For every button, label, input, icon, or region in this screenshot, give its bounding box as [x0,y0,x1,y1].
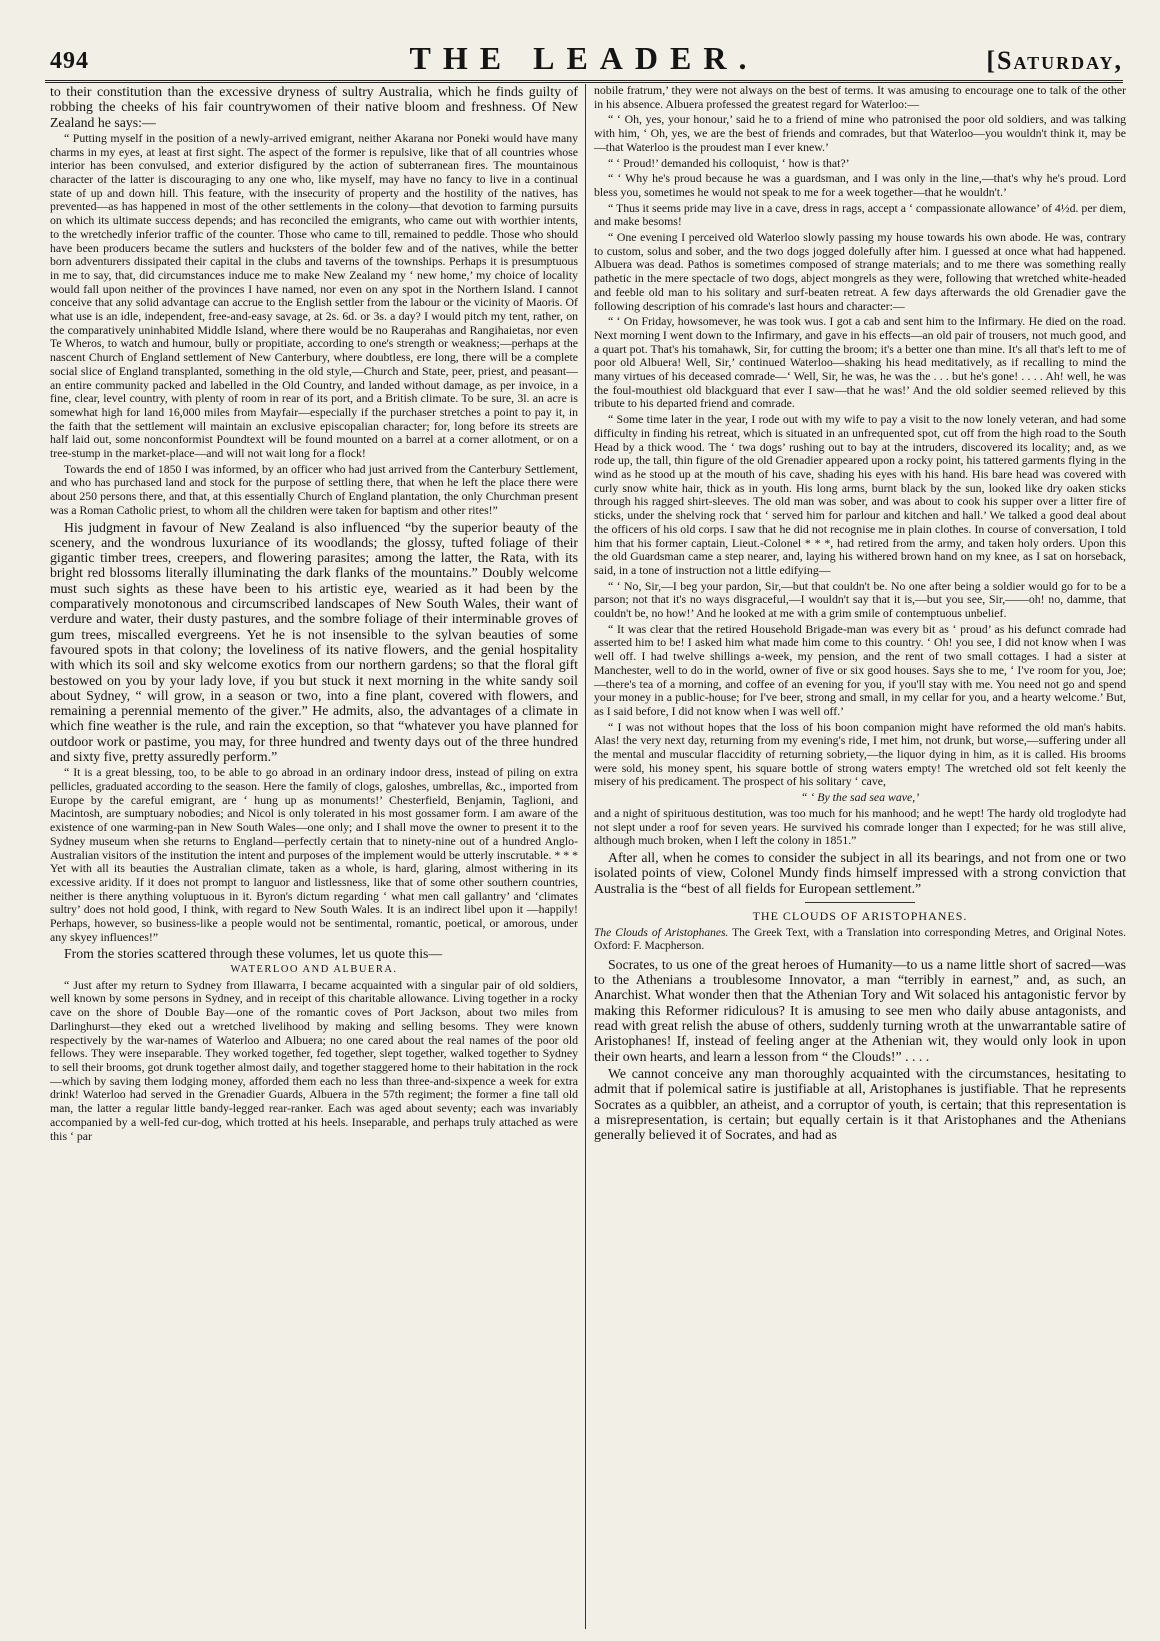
paragraph: After all, when he comes to consider the subject in all its bearings, and not from one or two isolated points of view, Colonel Mundy finds himself impressed with a strong conviction that Australia is the “best of all fields for European settlement.” [594,849,1126,896]
quoted-paragraph: “ ‘ No, Sir,—I beg your pardon, Sir,—but that couldn't be. No one after being a soldier would go for to be a parson; not that it's no ways disgraceful,—I wouldn't say that it is,—but you see, Sir,——oh! no, damme, that couldn't be, no how!’ And he looked at me with a grim smile of contemptuous unbelief. [594,578,1126,621]
paragraph: We cannot conceive any man thoroughly acquainted with the circumstances, hesitating to admit that if polemical satire is justifiable at all, Aristophanes is justifiable. That he represents Socrates as a quibbler, an atheist, and a corruptor of youth, is certain; that this representation is a misrepresentation, is certain; but equally certain is it that Aristophanes and the Athenians generally believed it of Socrates, and had as [594,1065,1126,1143]
quoted-paragraph: nobile fratrum,’ they were not always on the best of terms. It was amusing to encourage one to talk of the other in his absence. Albuera professed the greatest regard for Waterloo:— [594,84,1126,111]
section-heading: THE CLOUDS OF ARISTOPHANES. [752,908,968,923]
paragraph: to their constitution than the excessive dryness of sultry Australia, which he finds guilty of robbing the cheeks of his fair countrywomen of their native bloom and freshness. Of New Zealand he says:— [50,84,578,130]
quoted-paragraph: “ Some time later in the year, I rode out with my wife to pay a visit to the now lonely veteran, and had some difficulty in finding his retreat, which is situated in an unfrequented spot, cut off from the high road to the South Head by a thick wood. The ‘ twa dogs’ rushing out to bay at the intruders, discovered its locality; and, as we rode up, the tall, thin figure of the old Grenadier appeared upon a rocky point, his tattered garments flying in the wind as he stood up at the mouth of his cave, shading his eyes with his hand. His bare head was covered with curly snow white hair, thick as in youth. His long arms, burnt black by the sun, looked like dry oaken sticks through his ragged shirt-sleeves. The old man was sober, and was about to cook his supper over a litter fire of sticks, under the shelving rock that ‘ served him for parlour and kitchen and hall.’ We talked a good deal about the officers of his old corps. I saw that he did not recognise me in plain clothes. In course of conversation, I told him that his former captain, Lieut.-Colonel * * *, had retired from the army, and taken holy orders. Upon this the old Guardsman came a step nearer, and, laying his withered brown hand on my knee, as I sat on horseback, said, in a tone of instruction not a little edifying— [594,412,1126,577]
paragraph: His judgment in favour of New Zealand is also influenced “by the superior beauty of the scenery, and the wondrous luxuriance of its woodlands; the glossy, tufted foliage of their gigantic timber trees, creepers, and flowering parasites; among the latter, the Rata, with its bright red blossoms literally illuminating the dark flanks of the mountains.” Doubly welcome must such sights as these have been to his artistic eye, wearied as it had been by the comparatively monotonous and circumscribed landscapes of New South Wales, their want of verdure and water, their dusty pastures, and the sombre foliage of their interminable groves of gum trees, miscalled evergreens. Yet he is not insensible to the sylvan beauties of some favoured spots in that colony; the loveliness of its native flowers, and the genial hospitality with which its soil and sky welcome exotics from our northern gardens; so that the floral gift bestowed on you by your lady love, if you but stuck it next morning in the white sandy soil about Sydney, “ will grow, in a season or two, into a fine plant, covered with flowers, and remaining a perennial memento of the giver.” He admits, also, the advantages of a climate in which fine weather is the rule, and rain the exception, so that “whatever you have planned for outdoor work or pastime, you may, for three hundred and twenty days out of the three hundred and sixty five, pretty assuredly perform.” [50,519,578,765]
paragraph: Socrates, to us one of the great heroes of Humanity—to us a name little short of sacred—was to the Athenians a troublesome Innovator, a man “terribly in earnest,” and, as such, an Anarchist. What wonder then that the Athenian Tory and Wit solaced his antagonistic fervor by making this Reformer ridiculous? It is amusing to see men who daily abuse antagonists, and read with great relish the abuse of others, suddenly turning wroth at the unwarrantable satire of Aristophanes! If, instead of feeling anger at the Athenian wit, they would only look in upon their own hearts, and learn a lesson from “ the Clouds!” . . . . [594,956,1126,1064]
story-subheading: WATERLOO AND ALBUERA. [230,963,398,975]
quoted-paragraph: “ It is a great blessing, too, to be able to go abroad in an ordinary indoor dress, instead of piling on extra pellicles, graduated according to the season. Here the family of clogs, galoshes, umbrellas, &c., imported from Europe by the careful emigrant, are ‘ hung up as monuments!’ Chesterfield, Benjamin, Taglioni, and Macintosh, are sumptuary nobodies; and Nicol is only tolerated in his most gossamer form. I am aware of the existence of one warming-pan in New South Wales—one only; and I shall move the owner to present it to the Sydney museum when she returns to England—perfectly certain that to ninety-nine out of a hundred Anglo-Australian visitors of the institution the intent and purposes of the implement would be utterly inscrutable. * * * Yet with all its beauties the Australian climate, taken as a whole, is hard, glaring, almost withering in its excessive aridity. If it does not prompt to languor and listlessness, like that of some other southern countries, neither is there anything voluptuous in it. Byron's dictum regarding ‘ what men call gallantry’ and ‘climates sultry’ does not hold good, I think, with regard to New South Wales. It is an indirect libel upon it —happily! Perhaps, however, so business-like a people would not be sentimental, romantic, poetical, or amorous, under any skyey influences!” [50,765,578,944]
quoted-paragraph: “ Thus it seems pride may live in a cave, dress in rags, accept a ‘ compassionate allowance’ of 4½d. per diem, and make besoms! [594,200,1126,229]
book-details: The Greek Text, with a Translation into corresponding Metres, and Original Notes. Oxford: F. Macpherson. [594,926,1126,952]
column-rule [585,84,586,1629]
right-column [594,84,1126,1629]
quoted-paragraph: “ Putting myself in the position of a newly-arrived emigrant, neither Akarana nor Poneki would have many charms in my eyes, at least at first sight. The aspect of the former is repulsive, like that of all countries whose interior has been convulsed, and exterior disfigured by the action of subterranean fires. The mountainous character of the latter is discouraging to any one who, like myself, may have no fancy to live in a continual state of up and down hill. This feature, with the insecurity of property and the hostility of the natives, has prevented—as has happened in most of the other settlements in the colony—that devotion to farming pursuits on which its ultimate success depends; and has reconciled the emigrants, who came out with worthier intents, to the wretchedly inferior traffic of the counter. Those who came to till, remained to peddle. Those who should have been producers became the sutlers and hucksters of the bolder few and of the natives, while the better born adventurers dissipated their capital in the clubs and taverns of the townships. Perhaps it is presumptuous in me to say, that, did circumstances induce me to make New Zealand my ‘ new home,’ my choice of locality would fall upon neither of the provinces I have named, nor even on any spot in the Northern Island. I cannot conceive that any solid advantage can accrue to the English settler from the labour or the vicinity of Maoris. Of what use is an idle, independent, free-and-easy savage, at 2s. 6d. or 3s. a day? I would pitch my tent, rather, on the comparatively uninhabited Middle Island, where there would be no Rauperahas and Rangihaietas, nor even Te Wheros, to watch and humour, bully or propitiate, according to one's strength or weakness;—perhaps at the nascent Church of England settlement of New Canterbury, where doubtless, ere long, there will be a complete social slice of England transplanted, something in the old style,—Church and State, peer, priest, and peasant—an entire community packed and labelled in the Old Country, and landed without damage, as per invoice, in a fine, clear, level country, with plenty of room in rear of its port, and a British climate. To be sure, 3l. an acre is somewhat high for land 16,000 miles from Mayfair—especially if the purchaser stretches a point to pay it, in the faith that the settlement will maintain an exclusive episcopalian character; for, long before its streets are half laid out, some nonconformist Poundtext will be found mounted on a barrel at a corner allotment, or on a tree-stump in the market-place—and will not wait long for a flock! [50,130,578,461]
quoted-paragraph: “ It was clear that the retired Household Brigade-man was every bit as ‘ proud’ as his defunct comrade had asserted him to be! I asked him what made him come to this country. ‘ Oh! you see, I did not know when I was well off. I had twelve shillings a-week, my pension, and the rent of two small cottages. I had a sister at Manchester, well to do in the world, owner of five or six good houses. Says she to me, ‘ I've room for you, Joe;—there's tea of a morning, and coffee of an evening for you, if you'll stay with me. You need not go and spend your money in a public-house; for I've beer, strong and small, in my cellar for you, and a hearty welcome.’ But, as I said before, I did not know when I was well off.’ [594,621,1126,718]
quoted-paragraph: “ ‘ Proud!’ demanded his colloquist, ‘ how is that?’ [608,155,850,170]
masthead [45,34,1123,83]
quoted-paragraph: “ One evening I perceived old Waterloo slowly passing my house towards his own abode. He was, contrary to custom, solus and sober, and the two dogs jogged dolefully after him. I guessed at once what had happened. Albuera was dead. Pathos is sometimes composed of strange materials; and to me there was something really pathetic in the mere spectacle of two dogs, abject mongrels as they were, following that wretched white-headed and feeble old man to his solitary and surf-beaten retreat. A few days afterwards the old Grenadier gave the following description of his comrade's last hours and character:— [594,230,1126,313]
left-column [50,84,578,1629]
page-number: 494 [50,48,89,74]
paragraph: From the stories scattered through these volumes, let us quote this— [64,946,443,962]
book-title: The Clouds of Aristophanes. [594,926,729,939]
quoted-paragraph: Towards the end of 1850 I was informed, by an officer who had just arrived from the Canterbury Settlement, and who has purchased land and stock for the purpose of settling there, that when he left the place there were about 250 persons there, and that, at this essentially Church of England plantation, the only Churchman present was a Roman Catholic priest, to whom all the children were taken for baptism and other rites!” [50,461,578,517]
section-divider [805,902,915,903]
verse-line: “ ‘ By the sad sea wave,’ [800,790,920,805]
quoted-paragraph: “ ‘ On Friday, howsomever, he was took wus. I got a cab and sent him to the Infirmary. He died on the road. Next morning I went down to the Infirmary, and gave in his effects—an old pair of trousers, not much good, and a quart pot. That's his tomahawk, Sir, for cutting the broom; it's a better one than mine. It's all that's left to me of poor old Albuera! Well, Sir,’ continued Waterloo—shaking his head meditatively, as if recalling to mind the many virtues of his deceased comrade—‘ Well, Sir, he was, he was the . . . but he's gone! . . . . Ah! well, he was the foul-mouthiest old blackguard that ever I saw—that he was!’ And the old soldier seemed relieved by this tribute to his departed friend and comrade. [594,314,1126,411]
quoted-paragraph: “ I was not without hopes that the loss of his boon companion might have reformed the old man's habits. Alas! the very next day, returning from my evening's ride, I met him, not drunk, but worse,—suffering under all the mental and muscular flaccidity of returning sobriety,—the liquor dying in him, as it is called. His brooms were sold, his money spent, his square bottle of strong waters empty! The wretched old sot felt keenly the misery of his predicament. The prospect of his solitary ‘ cave, [594,719,1126,789]
quoted-paragraph: “ ‘ Oh, yes, your honour,’ said he to a friend of mine who patronised the poor old soldiers, and was talking with him, ‘ Oh, yes, we are the best of friends and comrades, but that Waterloo—you wouldn't think it, may be—that Waterloo is the proudest man I ever knew.’ [594,112,1126,154]
issue-day: [Saturday, [986,46,1123,75]
quoted-paragraph: and a night of spirituous destitution, was too much for his manhood; and he wept! The hardy old troglodyte had not slept under a roof for seven years. He survived his comrade longer than I expected; for he was still alive, although much broken, when I left the colony in 1851.” [594,805,1126,848]
newspaper-title: THE LEADER. [409,40,759,76]
quoted-paragraph: “ Just after my return to Sydney from Illawarra, I became acquainted with a singular pair of old soldiers, well known by some persons in Sydney, and in receipt of this charitable allowance. Living together in a rocky cave on the shore of Double Bay—one of the romantic coves of Port Jackson, about two miles from Darlinghurst—they eked out a wretched livelihood by making and selling besoms. They were known respectively by the war-names of Waterloo and Albuera; no one cared about the real names of the poor old fellows. They were inseparable. They worked together, fed together, slept together, walked together to Sydney to sell their brooms, got drunk together almost daily, and together staggered home to their habitation in the rock—which by saving them lodging money, afforded them each no less than three-and-sixpence a week for extra drink! Waterloo had served in the Grenadier Guards, Albuera in the 57th regiment; the former a fine tall old man, the latter a regular little bandy-legged rear-ranker. Each was aged about seventy; each was invariably accompanied by a well-fed cur-dog, which trotted at his heels. Inseparable, and perhaps truly attached as were this ‘ par [50,977,578,1143]
bibliographic-line [594,927,1126,953]
quoted-paragraph: “ ‘ Why he's proud because he was a guardsman, and I was only in the line,—that's why he's proud. Lord bless you, sometimes he would not speak to me for a week together—that he wouldn't.’ [594,171,1126,199]
